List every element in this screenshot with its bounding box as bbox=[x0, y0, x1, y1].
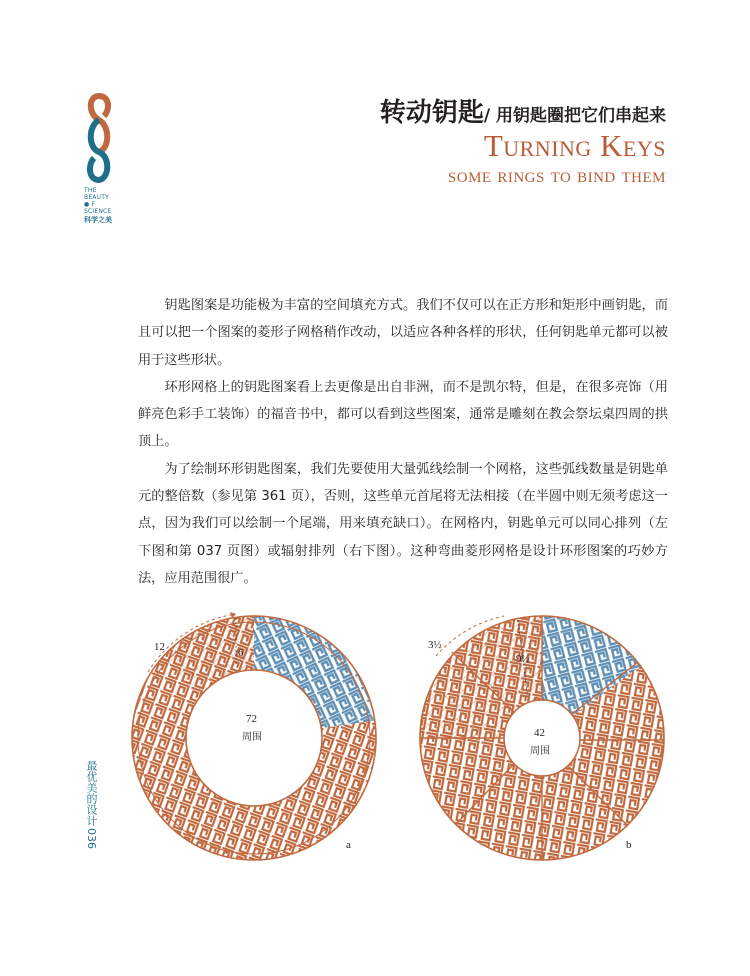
paragraph: 为了绘制环形钥匙图案，我们先要使用大量弧线绘制一个网格，这些弧线数量是钥匙单元的整倍数（参见第 361 页），否则，这些单元首尾将无法相接（在半圆中则无须考虑这一点，因为我们可以绘制一个尾端，用来填充缺口）。在网格内，钥匙单元可以同心排列（左下图和第 037 页图）或辐射排列（右下图）。这种弯曲菱形网格是设计环形图案的巧妙方法，应用范围很广。 bbox=[138, 461, 668, 586]
body-text bbox=[138, 292, 668, 592]
book-logo bbox=[84, 92, 124, 225]
logo-line: ● F bbox=[84, 201, 96, 208]
inner-count-label: 6 bbox=[238, 647, 244, 659]
outer-count-label: 3½ bbox=[428, 639, 442, 651]
book-title-vertical: 最优美的设计 bbox=[85, 760, 98, 826]
center-text: 周围 bbox=[242, 732, 262, 743]
logo-line: BEAUTY bbox=[84, 194, 109, 201]
figure-b bbox=[406, 600, 678, 862]
radial-key-ring-diagram bbox=[406, 600, 678, 862]
center-text: 周围 bbox=[530, 746, 550, 757]
concentric-key-ring-diagram bbox=[118, 600, 390, 862]
chapter-title-chinese bbox=[380, 92, 666, 129]
paragraph: 环形网格上的钥匙图案看上去更像是出自非洲，而不是凯尔特，但是，在很多亮饰（用鲜亮色彩手工装饰）的福音书中，都可以看到这些图案，通常是雕刻在教会祭坛桌四周的拱顶上。 bbox=[138, 379, 668, 450]
logo-line: SCIENCE bbox=[84, 208, 112, 215]
chapter-title-english: Turning Keys bbox=[483, 128, 666, 163]
logo-chinese: 科学之美 bbox=[84, 216, 112, 224]
center-number: 72 bbox=[246, 713, 257, 725]
figure-caption: a bbox=[346, 839, 351, 851]
page-number: 036 bbox=[85, 828, 98, 849]
inner-count-label: 9½ bbox=[516, 653, 530, 665]
figure-caption: b bbox=[626, 839, 632, 851]
outer-count-label: 12 bbox=[154, 641, 165, 653]
title-main: 转动钥匙 bbox=[379, 98, 484, 128]
title-subtitle: / 用钥匙圈把它们串起来 bbox=[483, 106, 666, 126]
logo-line: THE bbox=[84, 187, 97, 194]
beauty-of-science-logo-icon bbox=[84, 92, 114, 184]
figure-a bbox=[118, 600, 390, 862]
logo-text bbox=[84, 187, 124, 215]
center-number: 42 bbox=[534, 727, 545, 739]
chapter-subtitle-english: some rings to bind them bbox=[447, 163, 666, 187]
paragraph: 钥匙图案是功能极为丰富的空间填充方式。我们不仅可以在正方形和矩形中画钥匙，而且可以把一个图案的菱形子网格稍作改动，以适应各种各样的形状，任何钥匙单元都可以被用于这些形状。 bbox=[138, 298, 668, 368]
